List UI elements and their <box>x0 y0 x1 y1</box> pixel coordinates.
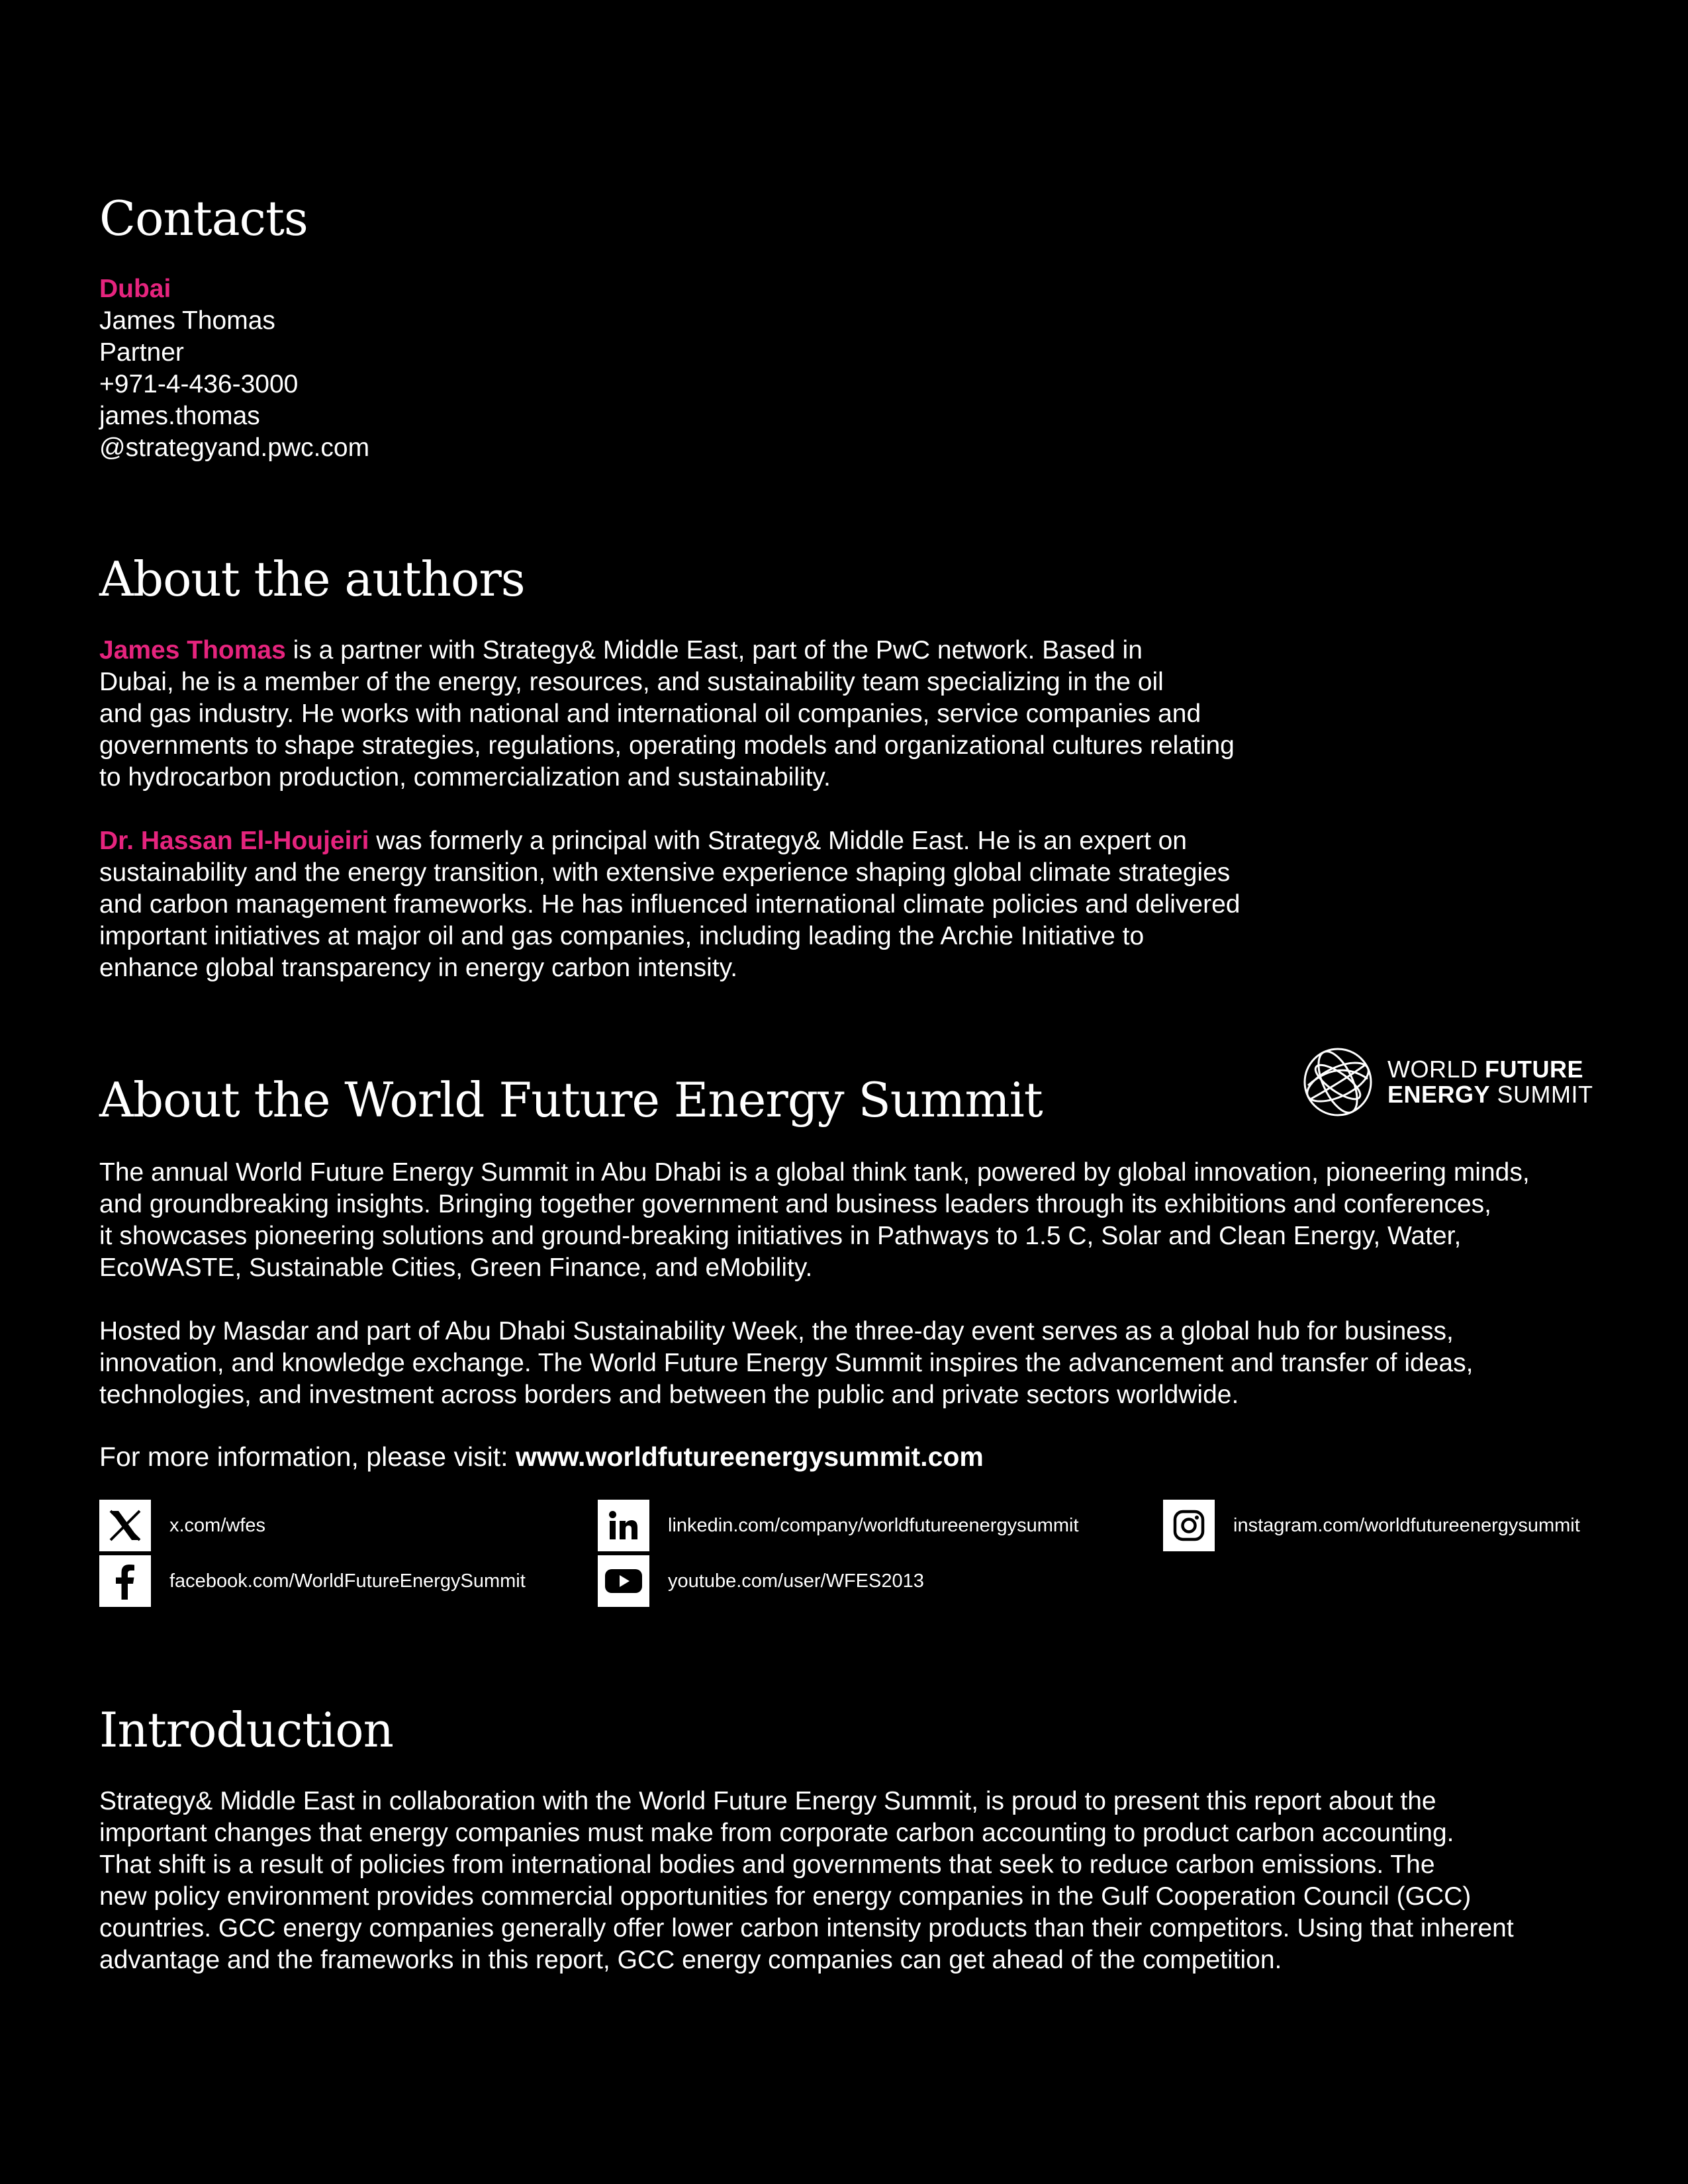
x-icon[interactable] <box>99 1500 151 1551</box>
intro-text: Strategy& Middle East in collaboration with the World Future Energy Summit, is proud to present this report about the <box>99 1787 1436 1815</box>
contact-phone[interactable]: +971-4-436-3000 <box>99 370 299 398</box>
contact-email-line2[interactable]: @strategyand.pwc.com <box>99 433 370 462</box>
summit-heading: About the World Future Energy Summit <box>99 1072 1043 1128</box>
social-instagram-label[interactable]: instagram.com/worldfutureenergysummit <box>1233 1514 1580 1536</box>
bio-text: and gas industry. He works with national and international oil companies, service companies and <box>99 700 1201 728</box>
linkedin-icon[interactable] <box>598 1500 649 1551</box>
contact-email-line1[interactable]: james.thomas <box>99 402 260 430</box>
bio-text: is a partner with Strategy& Middle East, part of the PwC network. Based in <box>285 636 1143 664</box>
summit-text: Hosted by Masdar and part of Abu Dhabi Sustainability Week, the three-day event serves as a global hub for business, <box>99 1317 1454 1345</box>
contact-city: Dubai <box>99 275 171 303</box>
introduction-heading: Introduction <box>99 1702 393 1758</box>
youtube-icon[interactable] <box>598 1555 649 1607</box>
social-youtube-label[interactable]: youtube.com/user/WFES2013 <box>668 1570 924 1592</box>
social-x-label[interactable]: x.com/wfes <box>169 1514 266 1536</box>
social-linkedin[interactable] <box>598 1500 1079 1551</box>
summit-text: EcoWASTE, Sustainable Cities, Green Finance, and eMobility. <box>99 1253 813 1282</box>
author-name: James Thomas <box>99 636 286 664</box>
intro-text: new policy environment provides commercial opportunities for energy companies in the Gulf Cooperation Council (GCC) <box>99 1882 1472 1911</box>
summit-text: technologies, and investment across borders and between the public and private sectors worldwide. <box>99 1381 1239 1409</box>
wfes-logo <box>1301 1046 1593 1118</box>
social-youtube[interactable] <box>598 1555 924 1607</box>
bio-text: important initiatives at major oil and gas companies, including leading the Archie Initiative to <box>99 922 1145 950</box>
bio-text: governments to shape strategies, regulations, operating models and organizational cultures relating <box>99 731 1235 760</box>
summit-text: it showcases pioneering solutions and ground-breaking initiatives in Pathways to 1.5 C, Solar and Clean Energy, Water, <box>99 1222 1462 1250</box>
summit-text: innovation, and knowledge exchange. The World Future Energy Summit inspires the advancement and transfer of ideas, <box>99 1349 1474 1377</box>
summit-paragraph-2 <box>99 1316 1473 1411</box>
author-bio-james-thomas <box>99 635 1235 794</box>
social-facebook[interactable] <box>99 1555 526 1607</box>
more-info-line <box>99 1441 984 1473</box>
introduction-paragraph <box>99 1786 1514 1976</box>
logo-text: SUMMIT <box>1490 1081 1593 1108</box>
author-bio-hassan-el-houjeiri <box>99 825 1240 984</box>
bio-text: to hydrocarbon production, commercialization and sustainability. <box>99 763 831 792</box>
authors-heading: About the authors <box>99 551 525 607</box>
bio-text: enhance global transparency in energy carbon intensity. <box>99 954 738 982</box>
intro-text: advantage and the frameworks in this report, GCC energy companies can get ahead of the competition. <box>99 1946 1282 1974</box>
intro-text: countries. GCC energy companies generally offer lower carbon intensity products than their competitors. Using that inherent <box>99 1914 1514 1942</box>
logo-text: WORLD <box>1387 1056 1485 1083</box>
bio-text: was formerly a principal with Strategy& Middle East. He is an expert on <box>369 827 1187 855</box>
summit-text: The annual World Future Energy Summit in Abu Dhabi is a global think tank, powered by global innovation, pioneering minds, <box>99 1158 1530 1187</box>
logo-text: ENERGY <box>1387 1081 1491 1108</box>
social-facebook-label[interactable]: facebook.com/WorldFutureEnergySummit <box>169 1570 526 1592</box>
author-name: Dr. Hassan El-Houjeiri <box>99 827 369 855</box>
bio-text: Dubai, he is a member of the energy, resources, and sustainability team specializing in the oil <box>99 668 1164 696</box>
contact-name: James Thomas <box>99 306 275 335</box>
more-info-text: For more information, please visit: <box>99 1441 516 1472</box>
globe-icon <box>1301 1046 1374 1118</box>
bio-text: sustainability and the energy transition, with extensive experience shaping global climate strategies <box>99 858 1231 887</box>
summit-paragraph-1 <box>99 1157 1530 1284</box>
summit-text: and groundbreaking insights. Bringing together government and business leaders through its exhibitions and conferences, <box>99 1190 1492 1218</box>
contact-role: Partner <box>99 338 184 367</box>
contact-card <box>99 273 369 464</box>
facebook-icon[interactable] <box>99 1555 151 1607</box>
social-x[interactable] <box>99 1500 265 1551</box>
website-link[interactable]: www.worldfutureenergysummit.com <box>515 1441 984 1472</box>
bio-text: and carbon management frameworks. He has influenced international climate policies and delivered <box>99 890 1241 919</box>
social-linkedin-label[interactable]: linkedin.com/company/worldfutureenergysummit <box>668 1514 1079 1536</box>
intro-text: important changes that energy companies must make from corporate carbon accounting to product carbon accounting. <box>99 1819 1454 1847</box>
logo-text: FUTURE <box>1485 1056 1583 1083</box>
social-instagram[interactable] <box>1163 1500 1580 1551</box>
contacts-heading: Contacts <box>99 191 308 246</box>
instagram-icon[interactable] <box>1163 1500 1215 1551</box>
intro-text: That shift is a result of policies from international bodies and governments that seek to reduce carbon emissions. The <box>99 1850 1435 1879</box>
